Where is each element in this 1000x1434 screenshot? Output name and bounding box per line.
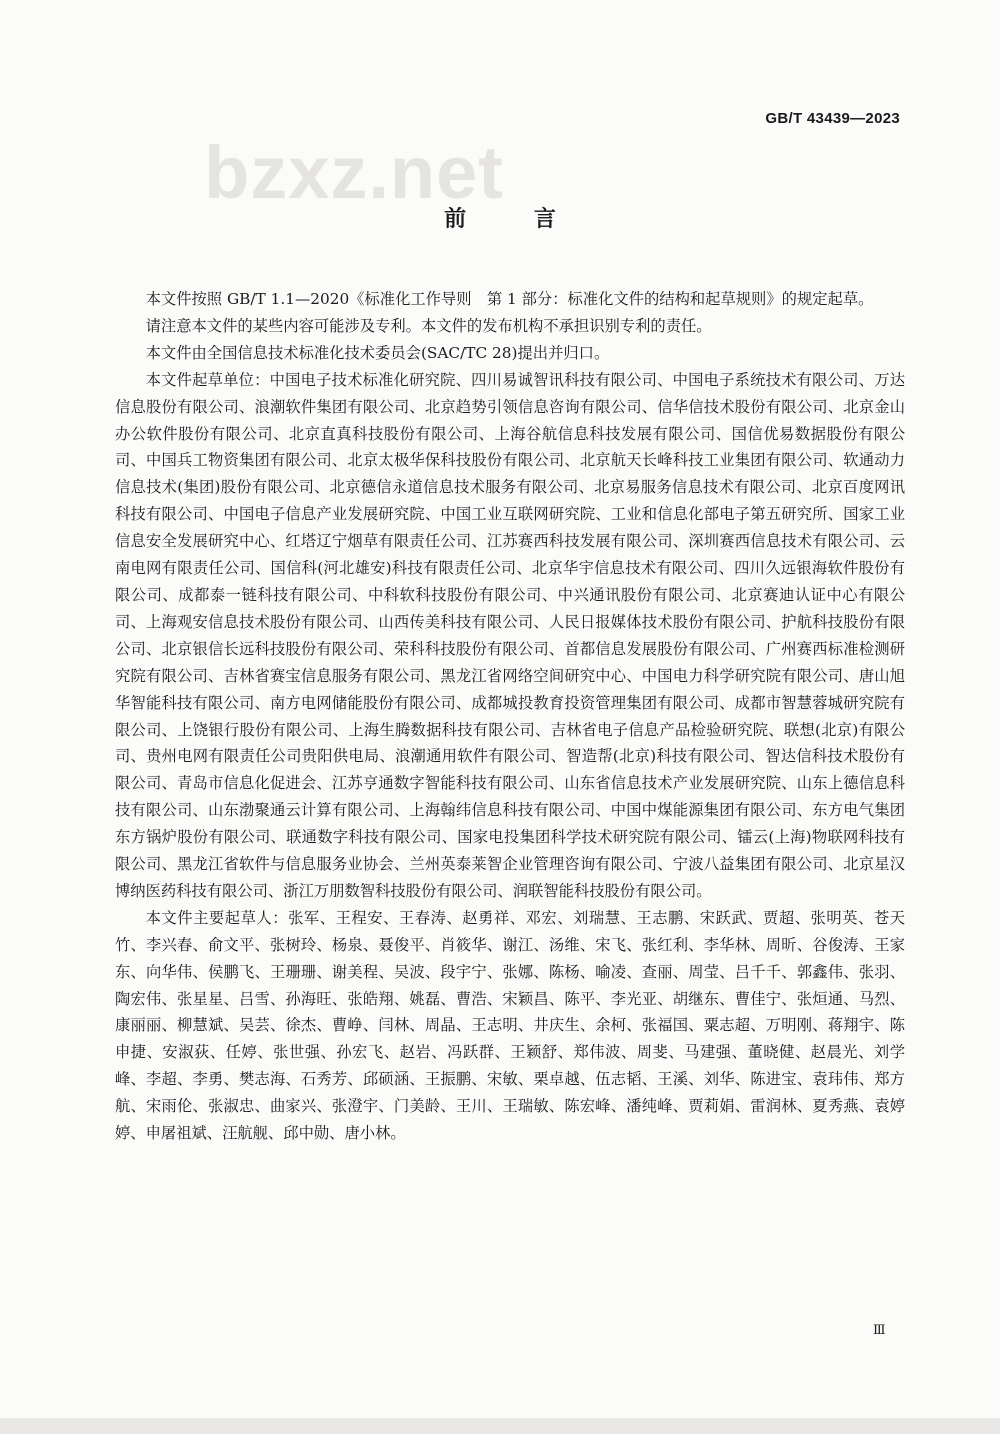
viewer-bottom-edge	[0, 1418, 1000, 1434]
watermark: bzxz.net	[204, 131, 504, 214]
body-text	[115, 286, 905, 1147]
page-title: 前 言	[444, 207, 586, 232]
paragraph-drafting-units: 本文件起草单位：中国电子技术标准化研究院、四川易诚智讯科技有限公司、中国电子系统技术有限公司、万达信息股份有限公司、浪潮软件集团有限公司、北京趋势引领信息咨询有限公司、信华信技术股份有限公司、北京金山办公软件股份有限公司、北京直真科技股份有限公司、上海谷航信息科技发展有限公司、国信优易数据股份有限公司、中国兵工物资集团有限公司、北京太极华保科技股份有限公司、北京航天长峰科技工业集团有限公司、软通动力信息技术(集团)股份有限公司、北京德信永道信息技术服务有限公司、北京易服务信息技术有限公司、北京百度网讯科技有限公司、中国电子信息产业发展研究院、中国工业互联网研究院、工业和信息化部电子第五研究所、国家工业信息安全发展研究中心、红塔辽宁烟草有限责任公司、江苏赛西科技发展有限公司、深圳赛西信息技术有限公司、云南电网有限责任公司、国信科(河北雄安)科技有限责任公司、北京华宇信息技术有限公司、四川久远银海软件股份有限公司、成都泰一链科技有限公司、中科软科技股份有限公司、中兴通讯股份有限公司、北京赛迪认证中心有限公司、上海观安信息技术股份有限公司、山西传美科技有限公司、人民日报媒体技术股份有限公司、护航科技股份有限公司、北京银信长远科技股份有限公司、荣科科技股份有限公司、首都信息发展股份有限公司、广州赛西标准检测研究院有限公司、吉林省赛宝信息服务有限公司、黑龙江省网络空间研究中心、中国电力科学研究院有限公司、唐山旭华智能科技有限公司、南方电网储能股份有限公司、成都城投教育投资管理集团有限公司、成都市智慧蓉城研究院有限公司、上饶银行股份有限公司、上海生腾数据科技有限公司、吉林省电子信息产品检验研究院、联想(北京)有限公司、贵州电网有限责任公司贵阳供电局、浪潮通用软件有限公司、智造帮(北京)科技有限公司、智达信科技术股份有限公司、青岛市信息化促进会、江苏亨通数字智能科技有限公司、山东省信息技术产业发展研究院、山东上德信息科技有限公司、山东渤聚通云计算有限公司、上海翰纬信息科技有限公司、中国中煤能源集团有限公司、东方电气集团东方锅炉股份有限公司、联通数字科技有限公司、国家电投集团科学技术研究院有限公司、镭云(上海)物联网科技有限公司、黑龙江省软件与信息服务业协会、兰州英泰莱智企业管理咨询有限公司、宁波八益集团有限公司、北京星汉博纳医药科技有限公司、浙江万朋数智科技股份有限公司、润联智能科技股份有限公司。	[115, 370, 905, 900]
paragraph-drafting-rules: 本文件按照 GB/T 1.1—2020《标准化工作导则 第 1 部分：标准化文件的结构和起草规则》的规定起草。	[145, 290, 874, 308]
paragraph-proposer: 本文件由全国信息技术标准化技术委员会(SAC/TC 28)提出并归口。	[145, 343, 610, 362]
page-number: Ⅲ	[873, 1322, 886, 1337]
standard-number: GB/T 43439—2023	[765, 110, 900, 127]
paragraph-drafters: 本文件主要起草人：张军、王程安、王春涛、赵勇祥、邓宏、刘瑞慧、王志鹏、宋跃武、贾超、张明英、苍天竹、李兴春、俞文平、张树玲、杨泉、聂俊平、肖筱华、谢江、汤维、宋飞、张红利、李华林、周昕、谷俊涛、王家东、向华伟、侯鹏飞、王珊珊、谢美程、吴波、段宇宁、张娜、陈杨、喻凌、查丽、周莹、吕千千、郭鑫伟、张羽、陶宏伟、张星星、吕雪、孙海旺、张皓翔、姚磊、曹浩、宋颖昌、陈平、李光亚、胡继东、曹佳宁、张烜通、马烈、康丽丽、柳慧斌、吴芸、徐杰、曹峥、闫林、周晶、王志明、井庆生、余柯、张福国、粟志超、万明刚、蒋翔宇、陈申捷、安淑荻、任婷、张世强、孙宏飞、赵岩、冯跃群、王颖舒、郑伟波、周斐、马建强、董晓健、赵晨光、刘学峰、李超、李勇、樊志海、石秀芳、邱硕涵、王振鹏、宋敏、栗卓越、伍志韬、王溪、刘华、陈进宝、袁玮伟、郑方航、宋雨伦、张淑忠、曲家兴、张澄宇、门美龄、王川、王瑞敏、陈宏峰、潘纯峰、贾莉娟、雷润林、夏秀燕、袁婷婷、申屠祖斌、汪航舰、邱中勋、唐小林。	[115, 908, 905, 1143]
paragraph-patent-notice: 请注意本文件的某些内容可能涉及专利。本文件的发布机构不承担识别专利的责任。	[145, 316, 712, 335]
